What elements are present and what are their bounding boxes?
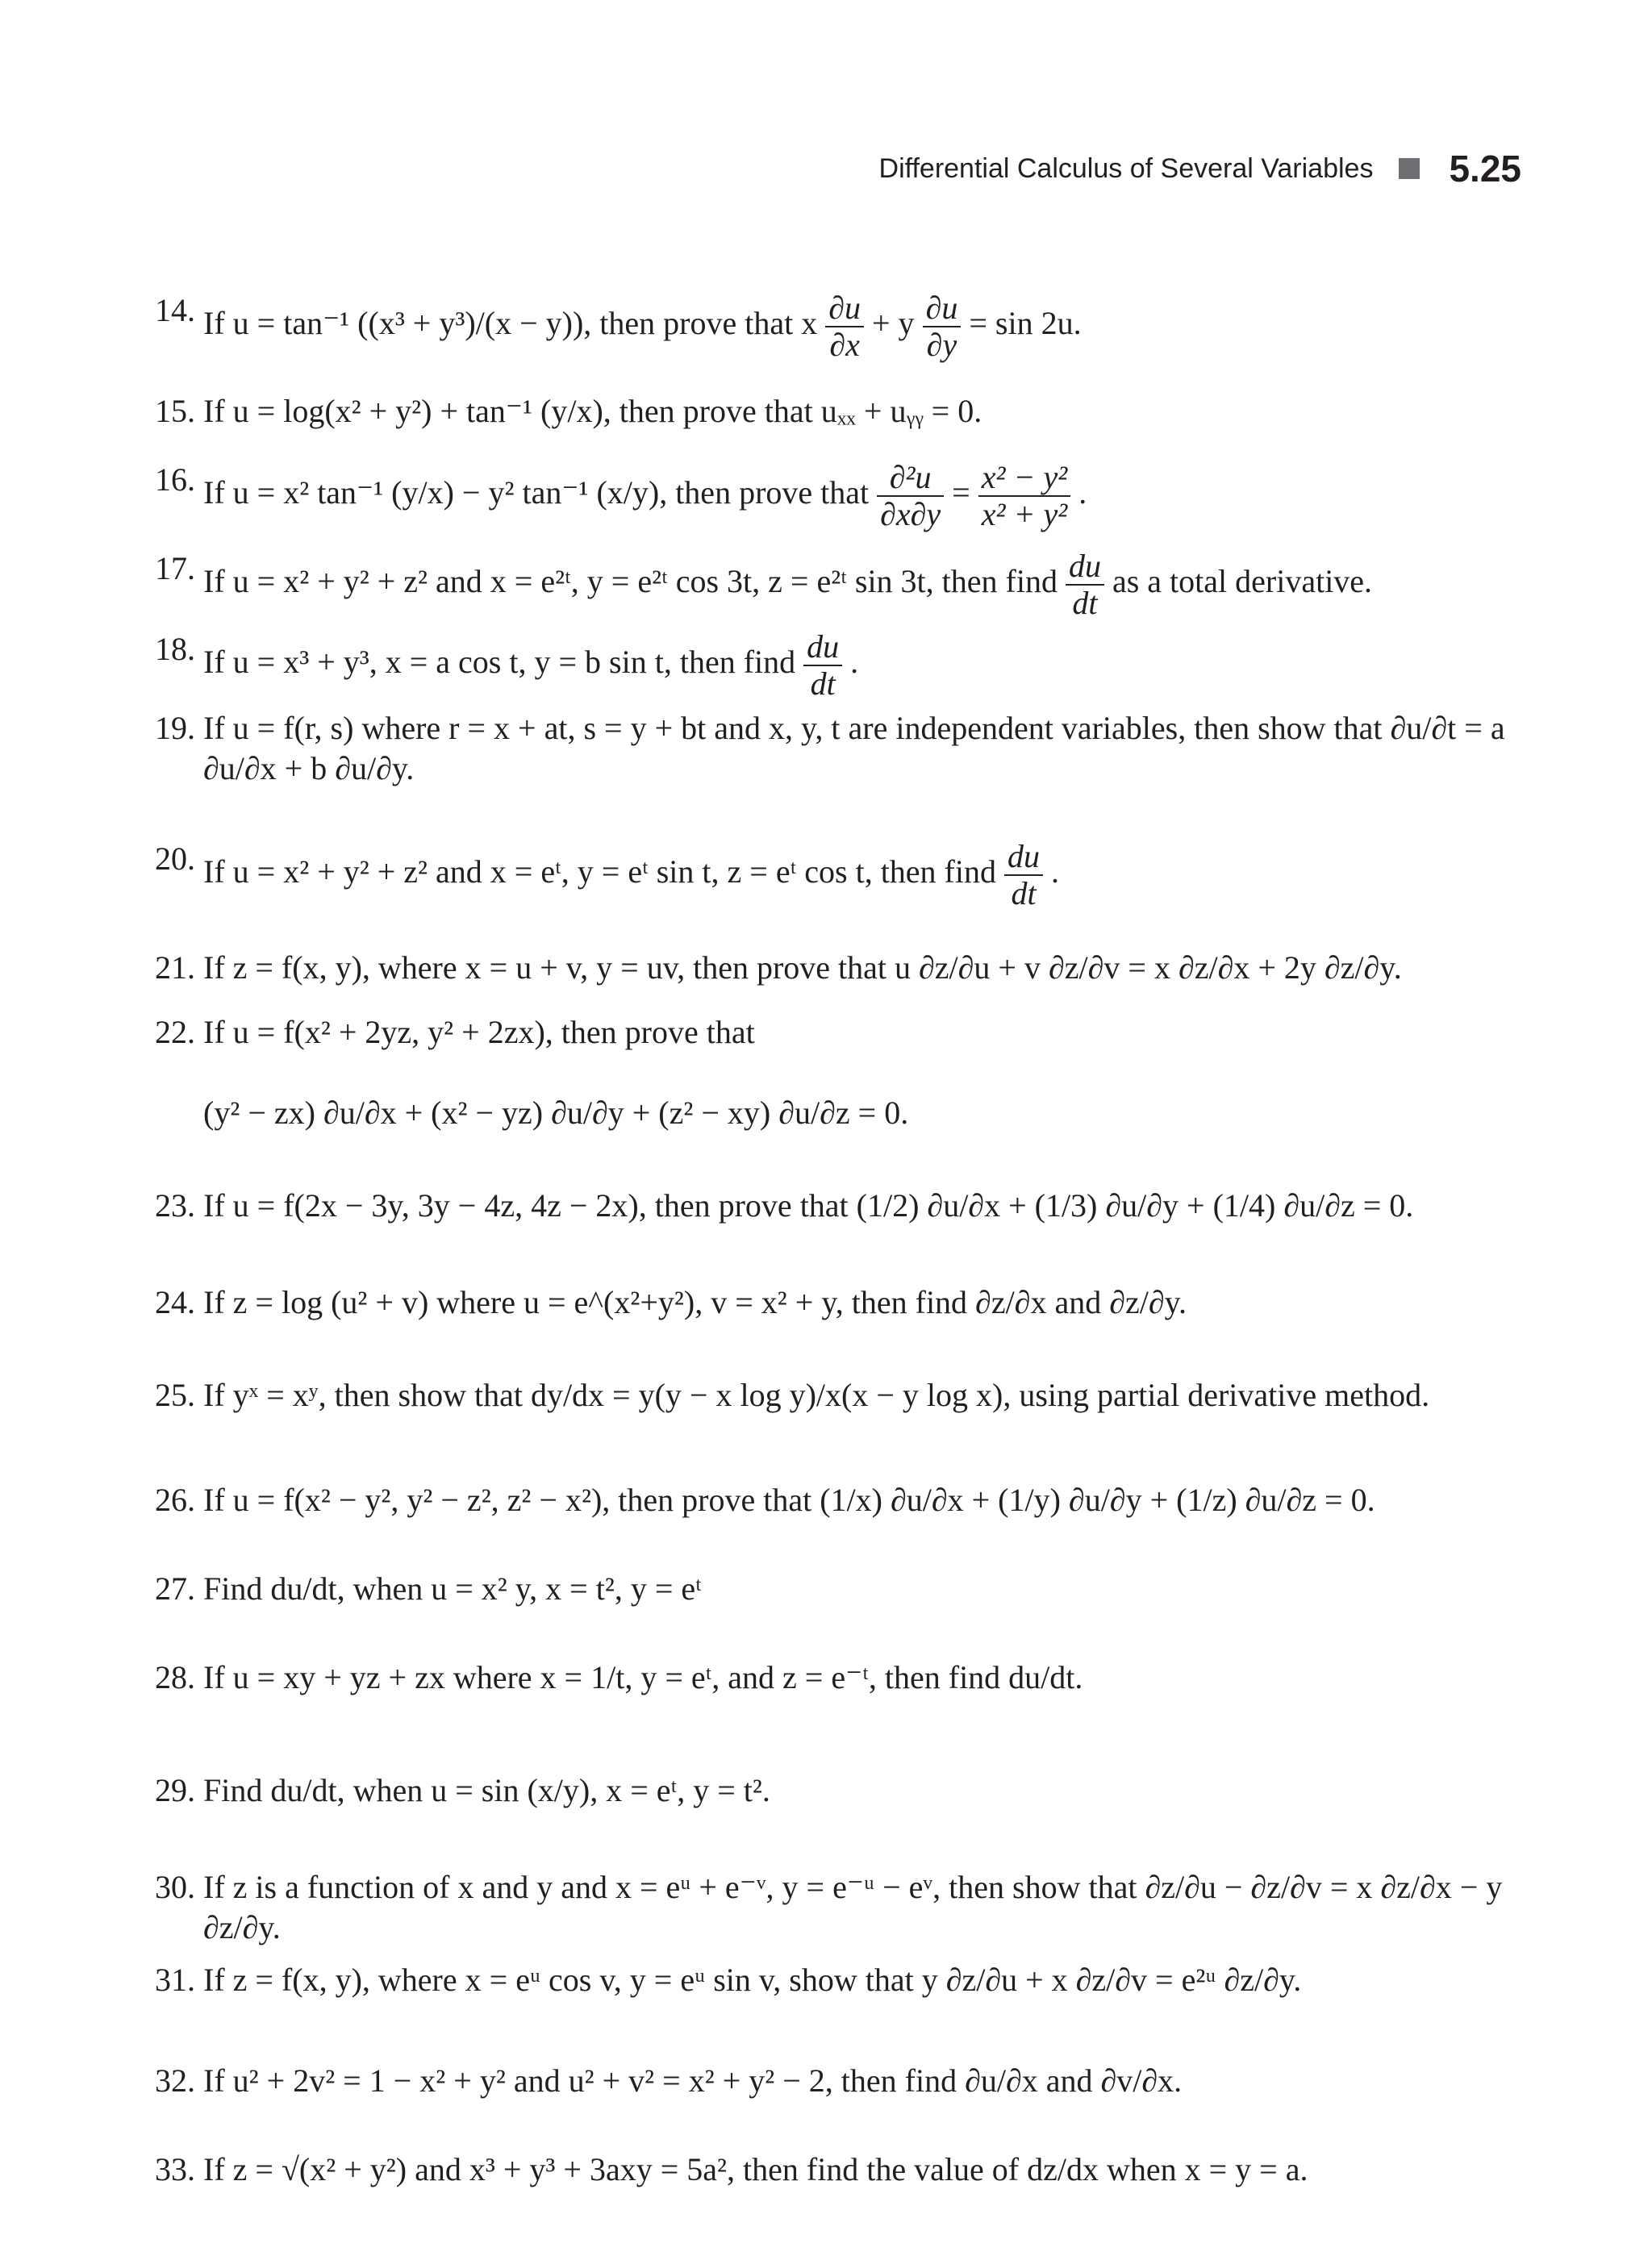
problem-number: 20.	[155, 840, 195, 877]
fraction: $\frac{\text{x² − y²}}{\text{x² + y²}}$	[978, 460, 1070, 532]
problem-number: 30.	[155, 1869, 195, 1905]
problem-text: If u = f(x² + 2yz, y² + 2zx), then prove that	[203, 1014, 755, 1050]
problem-text: If z = f(x, y), where x = eᵘ cos v, y = eᵘ sin v, show that y ∂z/∂u + x ∂z/∂v = e²ᵘ ∂z/∂y.	[203, 1962, 1302, 1998]
problem-20: 20. If u = x² + y² + z² and x = eᵗ, y = eᵗ sin t, z = eᵗ cos t, then find $\frac{du}{dt}$ .	[137, 839, 1531, 911]
problem-24	[137, 1282, 1531, 1323]
problem-number: 19.	[155, 710, 195, 746]
fraction: $\frac{\text{∂²u}}{\partial x\partial y}$	[877, 460, 944, 532]
problem-31	[137, 1960, 1531, 2000]
fraction: $\frac{du}{dt}$	[1004, 839, 1043, 911]
problem-number: 16.	[155, 461, 195, 498]
problem-text: If z = f(x, y), where x = u + v, y = uv, then prove that u ∂z/∂u + v ∂z/∂v = x ∂z/∂x + 2y ∂z/∂y.	[203, 949, 1402, 986]
problem-26	[137, 1480, 1531, 1520]
problem-text: If u = xy + yz + zx where x = 1/t, y = eᵗ, and z = e⁻ᵗ, then find du/dt.	[203, 1659, 1083, 1695]
problem-text: If u = f(x² − y², y² − z², z² − x²), then prove that (1/x) ∂u/∂x + (1/y) ∂u/∂y + (1/z) ∂u/∂z = 0.	[203, 1482, 1375, 1518]
problem-18: 18. If u = x³ + y³, x = a cos t, y = b sin t, then find $\frac{du}{dt}$ .	[137, 629, 1531, 702]
fraction: $\frac{\partial u}{\partial y}$	[923, 290, 962, 363]
problem-16: 16. If u = x² tan⁻¹ (y/x) − y² tan⁻¹ (x/y), then prove that $\frac{\text{∂²u}}{\partial x\partial y}$ = $\frac{\text{x² − y²}}{\text{x² + y²}}$ .	[137, 460, 1531, 532]
header-square-icon	[1399, 158, 1420, 179]
problem-text: Find du/dt, when u = x² y, x = t², y = eᵗ	[203, 1570, 702, 1607]
problem-number: 23.	[155, 1187, 195, 1224]
problem-text: Find du/dt, when u = sin (x/y), x = eᵗ, y = t².	[203, 1772, 770, 1808]
problem-text: If u = x³ + y³, x = a cos t, y = b sin t, then find	[203, 644, 796, 681]
problem-19	[137, 708, 1531, 789]
problem-number: 27.	[155, 1570, 195, 1607]
problem-text: If z = √(x² + y²) and x³ + y³ + 3axy = 5a², then find the value of dz/dx when x = y = a.	[203, 2151, 1308, 2187]
problem-number: 15.	[155, 393, 195, 429]
page-number: 5.25	[1449, 148, 1521, 190]
problem-21	[137, 948, 1531, 988]
problem-number: 31.	[155, 1962, 195, 1998]
running-header	[879, 147, 1521, 190]
problem-text: (y² − zx) ∂u/∂x + (x² − yz) ∂u/∂y + (z² − xy) ∂u/∂z = 0.	[203, 1095, 909, 1131]
problem-number: 22.	[155, 1014, 195, 1050]
problem-text: If u = x² tan⁻¹ (y/x) − y² tan⁻¹ (x/y), then prove that	[203, 474, 870, 511]
problem-text: If yˣ = xʸ, then show that dy/dx = y(y − x log y)/x(x − y log x), using partial derivative method.	[203, 1377, 1430, 1413]
problem-number: 21.	[155, 949, 195, 986]
problem-text: If u = tan⁻¹ ((x³ + y³)/(x − y)), then prove that x	[203, 305, 818, 342]
problem-32	[137, 2061, 1531, 2101]
header-title: Differential Calculus of Several Variables	[878, 152, 1374, 184]
fraction: $\frac{\partial u}{\partial x}$	[825, 290, 864, 363]
problem-27	[137, 1569, 1531, 1609]
problem-15	[137, 391, 1531, 432]
problem-number: 32.	[155, 2062, 195, 2099]
problem-number: 14.	[155, 292, 195, 328]
problem-23	[137, 1186, 1531, 1226]
problem-22	[137, 1012, 1531, 1053]
problem-text: If z = log (u² + v) where u = e^(x²+y²), v = x² + y, then find ∂z/∂x and ∂z/∂y.	[203, 1284, 1187, 1320]
problem-number: 24.	[155, 1284, 195, 1320]
problem-29	[137, 1770, 1531, 1811]
problem-text: If u = f(r, s) where r = x + at, s = y + bt and x, y, t are independent variables, then show that ∂u/∂t = a ∂u/∂x + b ∂u/∂y.	[203, 710, 1505, 786]
problem-number: 25.	[155, 1377, 195, 1413]
problem-text: If u = x² + y² + z² and x = e²ᵗ, y = e²ᵗ cos 3t, z = e²ᵗ sin 3t, then find	[203, 563, 1058, 600]
problem-17: 17. If u = x² + y² + z² and x = e²ᵗ, y = e²ᵗ cos 3t, z = e²ᵗ sin 3t, then find $\frac{du}{dt}$ as a total derivative.	[137, 548, 1531, 621]
problem-text: If z is a function of x and y and x = eᵘ + e⁻ᵛ, y = e⁻ᵘ − eᵛ, then show that ∂z/∂u − ∂z/∂v = x ∂z/∂x − y ∂z/∂y.	[203, 1869, 1503, 1945]
problem-text: If u = f(2x − 3y, 3y − 4z, 4z − 2x), then prove that (1/2) ∂u/∂x + (1/3) ∂u/∂y + (1/4) ∂u/∂z = 0.	[203, 1187, 1414, 1224]
problem-14: 14. If u = tan⁻¹ ((x³ + y³)/(x − y)), then prove that x $\frac{\partial u}{\partial x}$ + y $\frac{\partial u}{\partial y}$ = sin 2u.	[137, 290, 1531, 363]
problem-33	[137, 2150, 1531, 2190]
problem-text: If u = log(x² + y²) + tan⁻¹ (y/x), then prove that uₓₓ + uᵧᵧ = 0.	[203, 393, 982, 429]
problem-number: 18.	[155, 631, 195, 667]
problem-number: 26.	[155, 1482, 195, 1518]
problem-text: If u = x² + y² + z² and x = eᵗ, y = eᵗ sin t, z = eᵗ cos t, then find	[203, 853, 996, 890]
problem-30	[137, 1867, 1531, 1948]
fraction: $\frac{du}{dt}$	[1066, 548, 1104, 621]
problem-number: 33.	[155, 2151, 195, 2187]
problem-28	[137, 1658, 1531, 1698]
problem-22-equation	[137, 1093, 1531, 1133]
problem-number: 28.	[155, 1659, 195, 1695]
problem-25	[137, 1375, 1531, 1416]
problem-number: 17.	[155, 550, 195, 586]
problem-text: If u² + 2v² = 1 − x² + y² and u² + v² = x² + y² − 2, then find ∂u/∂x and ∂v/∂x.	[203, 2062, 1183, 2099]
fraction: $\frac{du}{dt}$	[803, 629, 842, 702]
problem-number: 29.	[155, 1772, 195, 1808]
